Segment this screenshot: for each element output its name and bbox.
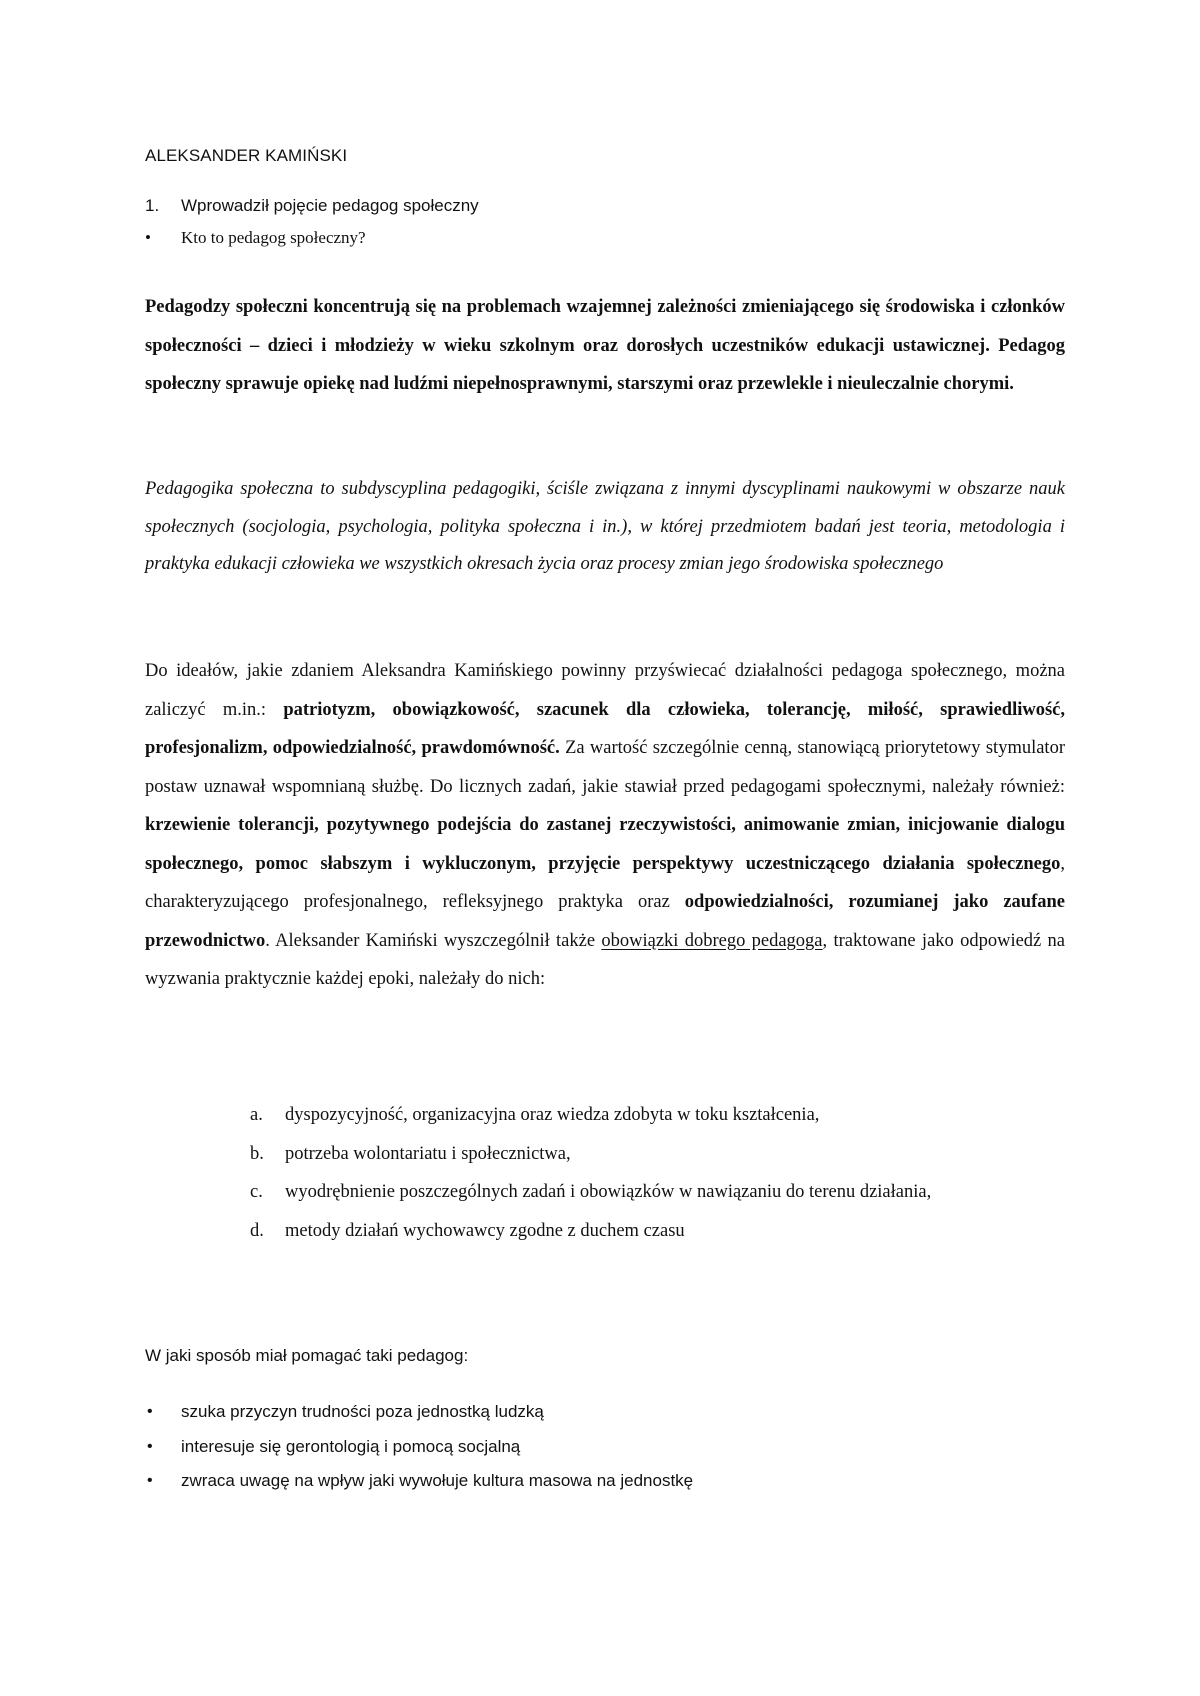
text-run: Za wartość szczególnie cenną, stanowiącą priorytetowy stymulator postaw uznawał wspomnianą służbę. Do licznych zadań, jakie stawiał przed pedagogami społecznymi, należały również: [145,738,1065,797]
list-item [250,1173,1065,1212]
paragraph-definition-pedagog: Pedagodzy społeczni koncentrują się na problemach wzajemnej zależności zmieniającego się środowiska i członków społeczności – dzieci i młodzieży w wieku szkolnym oraz dorosłych uczestników edukacji ustawicznej. Pedagog społeczny sprawuje opiekę nad ludźmi niepełnosprawnymi, starszymi oraz przewlekle i nieuleczalnie chorymi. [145,297,1065,394]
list-letter: a. [250,1105,263,1125]
help-list [145,1395,693,1499]
list-item [250,1212,1065,1251]
list-item [145,1464,693,1499]
bold-ideals: patriotyzm, obowiązkowość, szacunek dla człowieka, tolerancję, miłość, sprawiedliwość, profesjonalizm, odpowiedzialność, prawdomówność. [145,699,1065,758]
list-item-text: zwraca uwagę na wpływ jaki wywołuje kultura masowa na jednostkę [181,1471,694,1490]
section-heading: W jaki sposób miał pomagać taki pedagog: [145,1346,469,1365]
list-item-text: metody działań wychowawcy zgodne z duchem czasu [285,1220,685,1241]
list-item-text: Wprowadził pojęcie pedagog społeczny [181,196,479,215]
paragraph-definition-pedagogika: Pedagogika społeczna to subdyscyplina pedagogiki, ściśle związana z innymi dyscyplinami naukowymi w obszarze nauk społecznych (socjologia, psychologia, polityka społeczna i in.), w której przedmiotem badań jest teoria, metodologia i praktyka edukacji człowieka we wszystkich okresach życia oraz procesy zmian jego środowiska społecznego [145,479,1065,574]
list-item [145,1395,693,1430]
list-item-text: szuka przyczyn trudności poza jednostką ludzką [181,1402,544,1421]
duties-list [250,1096,1065,1250]
list-item-text: Kto to pedagog społeczny? [181,228,366,247]
list-letter: d. [250,1220,264,1241]
bullet-marker: • [145,228,151,247]
list-number: 1. [145,196,160,215]
bold-responsibility: odpowiedzialności, rozumianej jako zaufane przewodnictwo [145,892,1065,951]
list-item [145,1430,693,1465]
bullet-marker: • [147,1403,153,1420]
list-item-text: interesuje się gerontologią i pomocą socjalną [181,1436,521,1456]
text-run: . Aleksander Kamiński wyszczególnił także [265,930,602,951]
list-letter: b. [250,1143,264,1164]
text-run: , traktowane jako odpowiedź na wyzwania praktycznie każdej epoki, należały do nich: [145,930,1066,989]
list-item-text: potrzeba wolontariatu i społecznictwa, [285,1143,571,1164]
bullet-marker: • [147,1437,153,1455]
text-run: Do ideałów, jakie zdaniem Aleksandra Kamińskiego powinny przyświecać działalności pedagoga społecznego, można zaliczyć m.in.: [145,661,1065,720]
underlined-duties: obowiązki dobrego pedagoga [601,930,823,951]
bullet-marker: • [147,1472,153,1489]
list-item [250,1135,1065,1174]
document-title: ALEKSANDER KAMIŃSKI [145,146,348,165]
list-item-text: dyspozycyjność, organizacyjna oraz wiedza zdobyta w toku kształcenia, [285,1105,820,1125]
list-item-text: wyodrębnienie poszczególnych zadań i obowiązków w nawiązaniu do terenu działania, [285,1182,932,1202]
list-item [250,1096,1065,1135]
paragraph-ideals [145,652,1065,999]
bold-tasks: krzewienie tolerancji, pozytywnego podejścia do zastanej rzeczywistości, animowanie zmian, inicjowanie dialogu społecznego, pomoc słabszym i wykluczonym, przyjęcie perspektywy uczestniczącego działania społecznego [145,815,1065,874]
text-run: , charakteryzującego profesjonalnego, refleksyjnego praktyka oraz [145,853,1065,912]
list-letter: c. [250,1182,263,1202]
